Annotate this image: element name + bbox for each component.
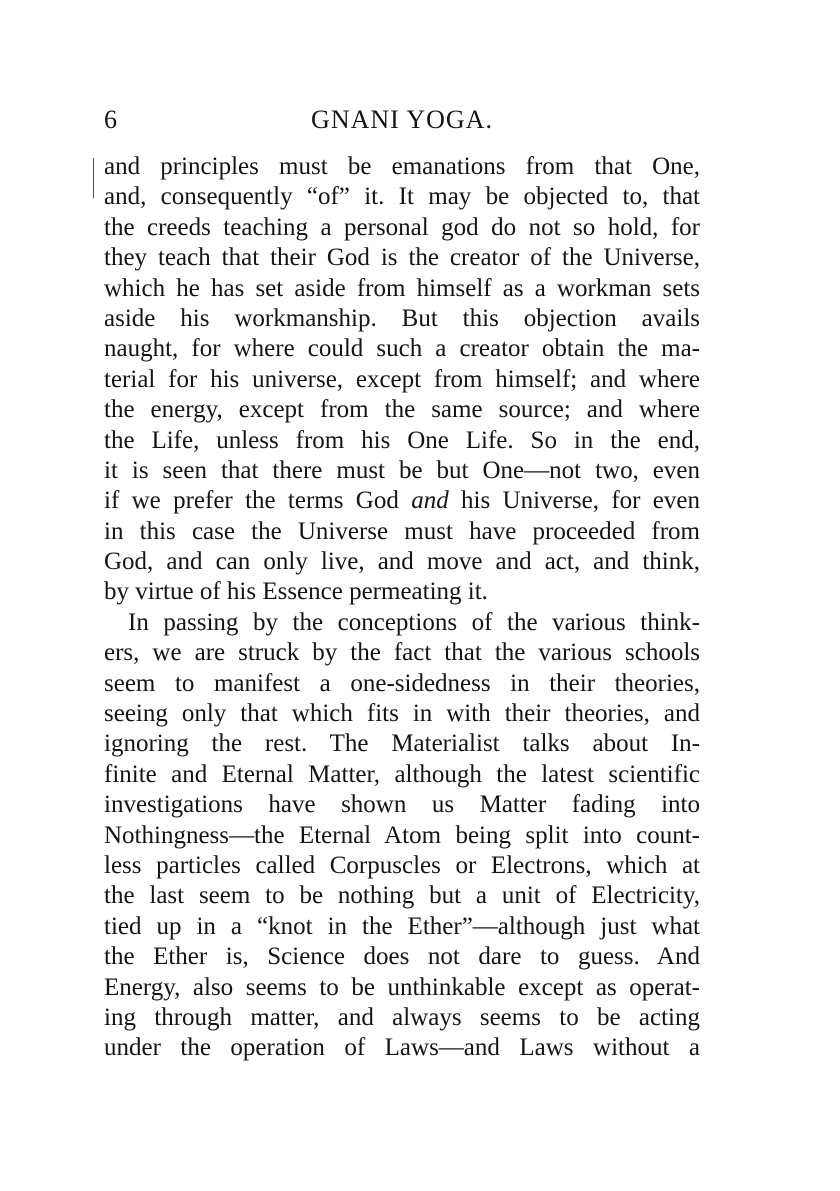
page-header [104,100,700,140]
text-segment: his Universe, for even [448,487,701,515]
text-line: ers, we are struck by the fact that the various schools [104,639,700,667]
text-line: the Life, unless from his One Life. So in the end, [104,426,700,454]
text-line: investigations have shown us Matter fading into [104,791,700,819]
text-line: the creeds teaching a personal god do not so hold, for [104,213,700,241]
text-line: naught, for where could such a creator obtain the ma- [104,335,700,363]
text-line: and principles must be emanations from that One, [104,153,700,180]
text-line: which he has set aside from himself as a workman sets [104,274,700,302]
text-line: less particles called Corpuscles or Electrons, which at [104,851,700,879]
text-line: finite and Eternal Matter, although the latest scientific [104,760,700,788]
text-line: Energy, also seems to be unthinkable except as operat- [104,973,700,1001]
text-segment: if we prefer the terms God [104,487,412,515]
body-text [104,152,700,1064]
text-line: ing through matter, and always seems to be acting [104,1003,700,1031]
text-line-with-emphasis [104,486,700,516]
text-line: tied up in a “knot in the Ether”—although just what [104,912,700,940]
margin-mark [93,158,94,198]
text-line: it is seen that there must be but One—not two, even [104,456,700,484]
text-line: the last seem to be nothing but a unit of Electricity, [104,882,700,910]
text-line: In passing by the conceptions of the various think- [128,608,700,636]
text-line: and, consequently “of” it. It may be objected to, that [104,183,700,211]
text-line: seeing only that which fits in with their theories, and [104,700,700,728]
text-line: by virtue of his Essence permeating it. [104,578,488,606]
text-line: they teach that their God is the creator of the Universe, [104,244,700,272]
text-line: ignoring the rest. The Materialist talks about In- [104,730,700,758]
text-line: aside his workmanship. But this objection avails [104,304,700,332]
text-line: the energy, except from the same source; and where [104,396,700,424]
running-title: GNANI YOGA. [311,105,493,134]
page-number: 6 [104,105,117,134]
text-line: under the operation of Laws—and Laws without a [104,1034,700,1062]
text-line: terial for his universe, except from himself; and where [104,365,700,393]
paragraph-2 [104,608,700,1064]
text-line: God, and can only live, and move and act, and think, [104,548,700,576]
text-line: in this case the Universe must have proceeded from [104,517,700,545]
text-line: seem to manifest a one-sidedness in their theories, [104,669,700,697]
text-line: the Ether is, Science does not dare to guess. And [104,943,700,971]
emphasis-word: and [411,487,449,515]
text-line: Nothingness—the Eternal Atom being split into count- [104,821,700,849]
paragraph-1 [104,152,700,608]
